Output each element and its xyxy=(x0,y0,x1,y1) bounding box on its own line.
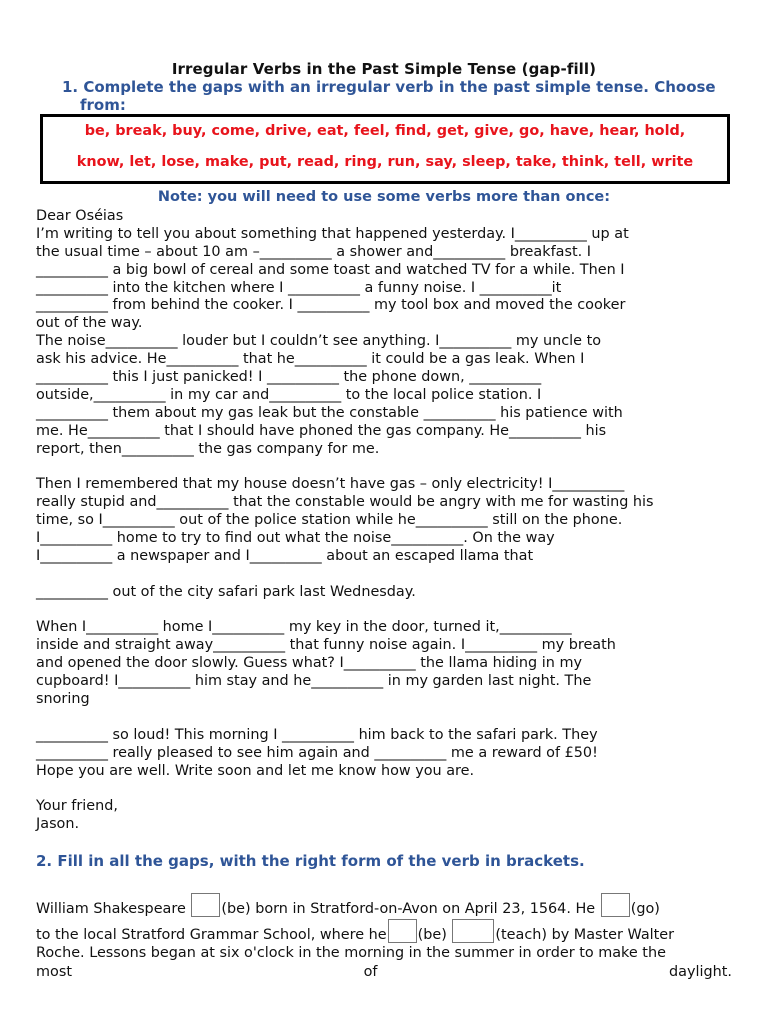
para2-text: most xyxy=(36,963,72,980)
letter-line: ask his advice. He__________ that he__________ it could be a gas leak. When I xyxy=(36,351,585,368)
para2-line4 xyxy=(36,963,732,982)
instruction-1-line1: 1. Complete the gaps with an irregular verb in the past simple tense. Choose xyxy=(62,78,716,96)
letter-line xyxy=(36,458,731,476)
instruction-1 xyxy=(62,78,742,114)
gap-input-box[interactable] xyxy=(388,919,417,943)
letter-line: Jason. xyxy=(36,816,80,833)
letter-line: The noise__________ louder but I couldn’t see anything. I__________ my uncle to xyxy=(36,333,602,350)
letter-line xyxy=(36,781,731,799)
letter-line: __________ a big bowl of cereal and some toast and watched TV for a while. Then I xyxy=(36,261,625,278)
letter-line: __________ into the kitchen where I __________ a funny noise. I __________it xyxy=(36,279,562,296)
word-bank-line1: be, break, buy, come, drive, eat, feel, find, get, give, go, have, hear, hold, xyxy=(84,123,686,139)
letter-line: Dear Oséias xyxy=(36,208,124,224)
letter-line: out of the way. xyxy=(36,315,143,332)
letter-line: inside and straight away__________ that funny noise again. I__________ my breath xyxy=(36,637,616,654)
letter-line: I__________ home to try to find out what the noise__________. On the way xyxy=(36,530,555,547)
letter-line: really stupid and__________ that the constable would be angry with me for wasting his xyxy=(36,494,654,511)
letter-line: and opened the door slowly. Guess what? I__________ the llama hiding in my xyxy=(36,655,582,672)
letter-line: outside,__________ in my car and__________ to the local police station. I xyxy=(36,386,542,403)
gap-input-box[interactable] xyxy=(601,893,630,917)
para2-text: to the local Stratford Grammar School, where he xyxy=(36,926,387,943)
instruction-1-line2: from: xyxy=(80,96,126,114)
letter-line: snoring xyxy=(36,691,90,708)
gap-input-box[interactable] xyxy=(191,893,220,917)
letter-line: report, then__________ the gas company for me. xyxy=(36,440,380,457)
page-title: Irregular Verbs in the Past Simple Tense (gap-fill) xyxy=(171,60,597,78)
para2-line3: Roche. Lessons began at six o'clock in the morning in the summer in order to make the xyxy=(36,945,666,961)
letter-line: __________ from behind the cooker. I __________ my tool box and moved the cooker xyxy=(36,297,626,314)
para2-line2 xyxy=(36,919,732,945)
letter-line: __________ out of the city safari park last Wednesday. xyxy=(36,583,416,600)
letter-line: the usual time – about 10 am –__________ a shower and__________ breakfast. I xyxy=(36,243,591,260)
letter-line: __________ this I just panicked! I __________ the phone down, __________ xyxy=(36,369,542,386)
para2-line1 xyxy=(36,893,732,919)
letter-line: __________ so loud! This morning I __________ him back to the safari park. They xyxy=(36,726,598,743)
para2-text: (be) born in Stratford-on-Avon on April 23, 1564. He xyxy=(221,901,596,917)
letter-line: I__________ a newspaper and I__________ about an escaped llama that xyxy=(36,547,534,564)
letter-line: Your friend, xyxy=(36,798,118,815)
para2-text: (teach) by Master Walter xyxy=(495,926,675,943)
letter-line: When I__________ home I__________ my key in the door, turned it,__________ xyxy=(36,619,572,636)
gap-input-box[interactable] xyxy=(452,919,494,943)
letter-line: __________ really pleased to see him again and __________ me a reward of £50! xyxy=(36,744,598,761)
letter-line: cupboard! I__________ him stay and he__________ in my garden last night. The xyxy=(36,673,592,690)
word-bank-line2: know, let, lose, make, put, read, ring, run, say, sleep, take, think, tell, write xyxy=(76,154,694,170)
letter-line: time, so I__________ out of the police station while he__________ still on the phone. xyxy=(36,512,623,529)
letter-line xyxy=(36,709,731,727)
letter-line: __________ them about my gas leak but the constable __________ his patience with xyxy=(36,404,623,421)
para2-text: (go) xyxy=(630,901,660,917)
word-bank-box xyxy=(40,114,730,184)
section-2-heading: 2. Fill in all the gaps, with the right form of the verb in brackets. xyxy=(36,852,585,870)
para2-text: William Shakespeare xyxy=(36,901,186,917)
note: Note: you will need to use some verbs more than once: xyxy=(157,189,611,205)
letter-line: Then I remembered that my house doesn’t have gas – only electricity! I__________ xyxy=(36,476,625,493)
letter-line xyxy=(36,602,731,620)
section-2-paragraph xyxy=(36,893,732,981)
letter-line: me. He__________ that I should have phoned the gas company. He__________ his xyxy=(36,422,607,439)
letter-line xyxy=(36,566,731,584)
letter-line: I’m writing to tell you about something that happened yesterday. I__________ up at xyxy=(36,225,629,242)
letter xyxy=(36,208,731,834)
para2-text: daylight. xyxy=(669,963,732,980)
para2-text: of xyxy=(363,963,378,980)
para2-text: (be) xyxy=(417,926,447,943)
letter-line: Hope you are well. Write soon and let me know how you are. xyxy=(36,762,475,779)
